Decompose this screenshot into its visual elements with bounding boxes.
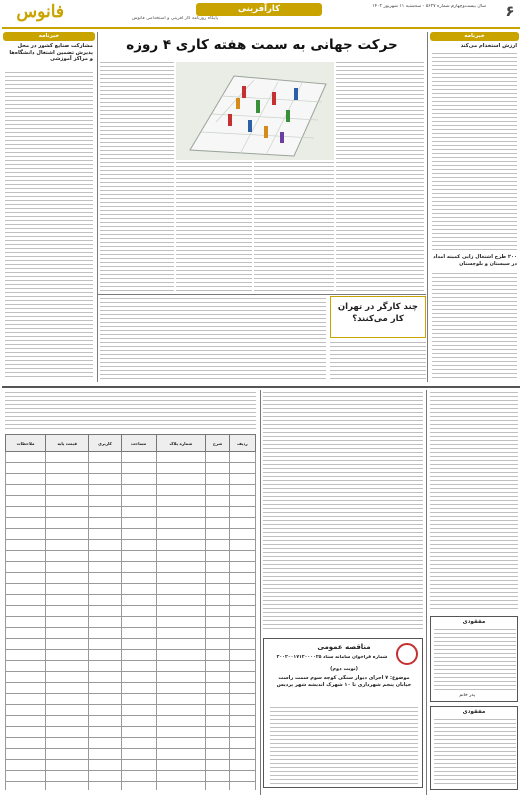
second-col-1 — [330, 342, 426, 382]
table-cell — [6, 584, 46, 595]
table-row — [6, 617, 256, 628]
table-cell — [121, 463, 156, 474]
table-cell — [89, 452, 121, 463]
table-cell — [6, 540, 46, 551]
table-header-cell: ردیف — [229, 435, 255, 452]
table-cell — [6, 551, 46, 562]
table-header-cell: شرح — [206, 435, 230, 452]
table-cell — [121, 584, 156, 595]
table-cell — [6, 496, 46, 507]
table-cell — [6, 694, 46, 705]
table-cell — [46, 606, 89, 617]
table-cell — [121, 573, 156, 584]
mafghoodi-box-2 — [430, 706, 518, 790]
table-cell — [46, 474, 89, 485]
table-cell — [156, 529, 206, 540]
table-cell — [46, 628, 89, 639]
table-header-cell: شماره پلاک — [156, 435, 206, 452]
table-row — [6, 595, 256, 606]
table-cell — [229, 727, 255, 738]
table-cell — [89, 496, 121, 507]
table-cell — [206, 782, 230, 791]
tender-subject: موضوع: ۷ اجرای دیوار سنگی کوچه سوم سمت راست خیابان پنجم شهرداری تا ۱۰ شهرک اندیشه شهر پردیس — [276, 675, 412, 688]
table-cell — [121, 749, 156, 760]
table-cell — [229, 540, 255, 551]
table-cell — [206, 474, 230, 485]
table-cell — [206, 672, 230, 683]
table-cell — [156, 694, 206, 705]
table-cell — [89, 540, 121, 551]
table-cell — [156, 749, 206, 760]
table-cell — [156, 727, 206, 738]
table-cell — [6, 650, 46, 661]
page-header — [0, 0, 522, 30]
table-cell — [206, 518, 230, 529]
table-cell — [206, 694, 230, 705]
table-cell — [206, 584, 230, 595]
table-cell — [206, 463, 230, 474]
table-cell — [229, 639, 255, 650]
table-cell — [89, 749, 121, 760]
table-cell — [156, 485, 206, 496]
table-row — [6, 463, 256, 474]
table-cell — [229, 716, 255, 727]
table-cell — [156, 661, 206, 672]
table-cell — [229, 573, 255, 584]
auction-table-area — [3, 390, 258, 790]
table-cell — [46, 562, 89, 573]
table-row — [6, 749, 256, 760]
table-cell — [121, 474, 156, 485]
table-cell — [229, 474, 255, 485]
table-cell — [206, 529, 230, 540]
auction-table — [5, 434, 256, 790]
table-row — [6, 727, 256, 738]
table-cell — [229, 518, 255, 529]
lead-photo — [176, 62, 334, 160]
table-cell — [6, 573, 46, 584]
table-cell — [206, 606, 230, 617]
table-cell — [89, 617, 121, 628]
table-cell — [121, 540, 156, 551]
table-row — [6, 782, 256, 791]
table-cell — [229, 782, 255, 791]
table-cell — [46, 540, 89, 551]
table-cell — [121, 562, 156, 573]
table-cell — [156, 518, 206, 529]
table-cell — [206, 661, 230, 672]
table-cell — [89, 518, 121, 529]
table-cell — [229, 606, 255, 617]
table-cell — [121, 738, 156, 749]
table-cell — [229, 672, 255, 683]
table-row — [6, 518, 256, 529]
table-row — [6, 606, 256, 617]
table-cell — [229, 452, 255, 463]
table-cell — [46, 452, 89, 463]
issue-line: سال بیست‌وچهارم شماره ۵۶۲۷ - سه‌شنبه ۱۱ شهریور ۱۴۰۲ — [372, 4, 486, 9]
table-cell — [6, 705, 46, 716]
table-cell — [46, 771, 89, 782]
table-cell — [206, 452, 230, 463]
table-cell — [121, 760, 156, 771]
table-cell — [206, 749, 230, 760]
table-cell — [6, 463, 46, 474]
table-cell — [121, 529, 156, 540]
table-cell — [121, 727, 156, 738]
table-cell — [89, 661, 121, 672]
table-cell — [6, 606, 46, 617]
table-cell — [89, 474, 121, 485]
table-cell — [6, 749, 46, 760]
table-intro-text — [5, 392, 256, 430]
tender-title: مناقصه عمومی — [317, 643, 371, 651]
table-cell — [229, 738, 255, 749]
table-cell — [6, 727, 46, 738]
tender-body — [270, 707, 418, 785]
table-row — [6, 694, 256, 705]
table-row — [6, 485, 256, 496]
table-cell — [229, 463, 255, 474]
table-cell — [89, 694, 121, 705]
table-cell — [6, 518, 46, 529]
news-right-label: خبرنامه — [430, 32, 519, 41]
table-cell — [89, 628, 121, 639]
table-cell — [229, 771, 255, 782]
table-cell — [206, 771, 230, 782]
table-cell — [121, 606, 156, 617]
table-row — [6, 639, 256, 650]
table-cell — [46, 617, 89, 628]
table-cell — [121, 518, 156, 529]
mafghoodi-box-1 — [430, 616, 518, 702]
table-row — [6, 562, 256, 573]
second-headline-text: چند کارگر در تهران کار می‌کنند؟ — [337, 302, 419, 324]
table-cell — [46, 672, 89, 683]
table-cell — [229, 595, 255, 606]
table-cell — [46, 727, 89, 738]
table-cell — [156, 606, 206, 617]
table-cell — [206, 683, 230, 694]
table-cell — [6, 716, 46, 727]
page-number: ۶ — [505, 2, 515, 20]
table-cell — [6, 661, 46, 672]
lead-col-2 — [254, 162, 334, 292]
logo: فانوس — [16, 2, 64, 22]
table-cell — [6, 683, 46, 694]
table-cell — [206, 540, 230, 551]
section-title: کارآفرینی — [196, 3, 322, 16]
table-cell — [206, 705, 230, 716]
table-row — [6, 738, 256, 749]
table-cell — [46, 661, 89, 672]
table-cell — [89, 727, 121, 738]
mafghoodi-label-1: مفقودی — [462, 619, 486, 625]
table-cell — [46, 529, 89, 540]
table-row — [6, 584, 256, 595]
table-row — [6, 474, 256, 485]
table-cell — [89, 529, 121, 540]
table-header-cell: ملاحظات — [6, 435, 46, 452]
table-cell — [206, 628, 230, 639]
table-row — [6, 551, 256, 562]
table-header-cell: مساحت — [121, 435, 156, 452]
lead-col-4 — [100, 62, 174, 292]
table-cell — [46, 782, 89, 791]
mafghoodi-label-2: مفقودی — [462, 709, 486, 715]
table-cell — [6, 617, 46, 628]
news-left-body — [5, 72, 93, 380]
right-bottom-text — [430, 392, 518, 612]
brand-line: پایگاه روزنامه کار آفرینی و استخدامی فانوس — [131, 16, 218, 21]
table-row — [6, 529, 256, 540]
table-cell — [46, 716, 89, 727]
table-cell — [46, 639, 89, 650]
lead-col-3 — [176, 162, 252, 292]
table-cell — [229, 760, 255, 771]
table-cell — [6, 782, 46, 791]
table-cell — [89, 507, 121, 518]
table-cell — [121, 716, 156, 727]
tender-subtitle: (نوبت دوم) — [330, 666, 358, 672]
table-cell — [206, 551, 230, 562]
table-cell — [156, 760, 206, 771]
table-cell — [46, 650, 89, 661]
table-cell — [156, 716, 206, 727]
table-cell — [121, 551, 156, 562]
news-left-label: خبرنامه — [3, 32, 95, 41]
table-cell — [46, 584, 89, 595]
table-cell — [89, 705, 121, 716]
table-cell — [156, 452, 206, 463]
table-cell — [229, 705, 255, 716]
table-cell — [229, 749, 255, 760]
table-cell — [6, 595, 46, 606]
table-cell — [206, 650, 230, 661]
table-cell — [89, 595, 121, 606]
table-cell — [156, 672, 206, 683]
table-cell — [46, 683, 89, 694]
table-cell — [121, 694, 156, 705]
table-cell — [156, 771, 206, 782]
table-cell — [156, 650, 206, 661]
table-cell — [89, 672, 121, 683]
table-cell — [46, 485, 89, 496]
table-cell — [229, 617, 255, 628]
news-right-body-1 — [432, 53, 517, 251]
table-cell — [156, 573, 206, 584]
table-row — [6, 771, 256, 782]
table-row — [6, 573, 256, 584]
table-cell — [156, 496, 206, 507]
table-cell — [46, 738, 89, 749]
table-cell — [46, 705, 89, 716]
table-cell — [156, 738, 206, 749]
table-cell — [229, 562, 255, 573]
table-cell — [121, 650, 156, 661]
table-row — [6, 661, 256, 672]
notice-text-1 — [263, 392, 423, 632]
table-cell — [206, 496, 230, 507]
signature: پدر خانم — [459, 693, 475, 698]
table-cell — [6, 639, 46, 650]
table-cell — [156, 540, 206, 551]
table-cell — [121, 782, 156, 791]
table-cell — [229, 683, 255, 694]
table-cell — [206, 716, 230, 727]
table-cell — [89, 738, 121, 749]
table-row — [6, 496, 256, 507]
table-row — [6, 650, 256, 661]
news-right-headline: ارزش استخدام می‌کند — [460, 43, 517, 49]
table-cell — [46, 463, 89, 474]
table-cell — [229, 628, 255, 639]
table-cell — [156, 551, 206, 562]
table-cell — [6, 452, 46, 463]
news-left-headline: مشارکت صنایع کشور در محل پذیرش تضمین اشتغال دانشگاه‌ها و مراکز آموزشی — [9, 43, 93, 62]
table-cell — [6, 760, 46, 771]
table-cell — [156, 683, 206, 694]
news-right-column — [430, 32, 519, 382]
table-cell — [156, 474, 206, 485]
table-cell — [121, 617, 156, 628]
table-cell — [156, 639, 206, 650]
table-cell — [156, 617, 206, 628]
table-cell — [229, 661, 255, 672]
table-cell — [46, 749, 89, 760]
table-cell — [46, 496, 89, 507]
table-cell — [6, 485, 46, 496]
news-right-subheadline: ۲۰۰ طرح اشتغال زایی کمیته امداد در سیستان و بلوچستان — [433, 254, 517, 267]
table-row — [6, 683, 256, 694]
table-cell — [229, 485, 255, 496]
table-cell — [206, 595, 230, 606]
table-cell — [89, 606, 121, 617]
table-cell — [121, 452, 156, 463]
table-cell — [121, 672, 156, 683]
table-cell — [46, 551, 89, 562]
table-row — [6, 705, 256, 716]
table-row — [6, 628, 256, 639]
table-cell — [121, 496, 156, 507]
table-cell — [89, 716, 121, 727]
table-cell — [6, 738, 46, 749]
table-cell — [156, 463, 206, 474]
table-cell — [89, 573, 121, 584]
table-cell — [89, 760, 121, 771]
table-cell — [6, 672, 46, 683]
news-right-body-2 — [432, 273, 517, 380]
table-cell — [6, 628, 46, 639]
table-cell — [206, 573, 230, 584]
lead-headline: حرکت جهانی به سمت هفته کاری ۴ روزه — [126, 37, 398, 53]
table-cell — [89, 650, 121, 661]
table-cell — [6, 507, 46, 518]
table-cell — [121, 771, 156, 782]
table-cell — [89, 683, 121, 694]
second-col-2 — [100, 298, 326, 382]
table-row — [6, 540, 256, 551]
table-cell — [89, 485, 121, 496]
news-left-column — [3, 32, 95, 382]
table-cell — [156, 562, 206, 573]
table-row — [6, 716, 256, 727]
table-cell — [229, 529, 255, 540]
table-cell — [46, 760, 89, 771]
table-cell — [121, 661, 156, 672]
table-cell — [121, 595, 156, 606]
table-cell — [6, 529, 46, 540]
table-cell — [89, 562, 121, 573]
table-cell — [206, 485, 230, 496]
table-cell — [156, 628, 206, 639]
tender-notice — [263, 638, 423, 788]
tender-number: شماره فراخوان سامانه ستاد ۲۰۰۲۰۰۱۷۱۲۰۰۰۰۲۵ — [276, 655, 388, 660]
table-cell — [89, 639, 121, 650]
table-cell — [229, 694, 255, 705]
table-cell — [206, 727, 230, 738]
table-cell — [121, 705, 156, 716]
emblem-icon — [396, 643, 418, 665]
table-cell — [89, 551, 121, 562]
table-cell — [229, 507, 255, 518]
table-cell — [156, 705, 206, 716]
table-cell — [206, 760, 230, 771]
table-cell — [6, 771, 46, 782]
second-article-headline — [330, 296, 426, 338]
table-cell — [121, 683, 156, 694]
table-cell — [46, 573, 89, 584]
table-cell — [46, 518, 89, 529]
table-cell — [89, 584, 121, 595]
table-cell — [46, 694, 89, 705]
table-cell — [156, 507, 206, 518]
table-cell — [89, 463, 121, 474]
table-cell — [206, 507, 230, 518]
table-cell — [229, 551, 255, 562]
table-cell — [156, 595, 206, 606]
table-cell — [206, 562, 230, 573]
table-cell — [229, 496, 255, 507]
table-cell — [89, 771, 121, 782]
table-cell — [121, 639, 156, 650]
table-header-cell: کاربری — [89, 435, 121, 452]
table-header-cell: قیمت پایه — [46, 435, 89, 452]
table-row — [6, 452, 256, 463]
table-cell — [121, 485, 156, 496]
table-cell — [46, 595, 89, 606]
lead-col-1 — [336, 62, 424, 292]
table-row — [6, 672, 256, 683]
table-cell — [206, 738, 230, 749]
table-cell — [229, 584, 255, 595]
table-cell — [156, 782, 206, 791]
table-cell — [206, 617, 230, 628]
table-row — [6, 507, 256, 518]
table-cell — [229, 650, 255, 661]
table-cell — [156, 584, 206, 595]
table-row — [6, 760, 256, 771]
table-cell — [6, 474, 46, 485]
table-cell — [89, 782, 121, 791]
table-cell — [6, 562, 46, 573]
table-cell — [121, 628, 156, 639]
table-cell — [206, 639, 230, 650]
table-cell — [46, 507, 89, 518]
table-cell — [121, 507, 156, 518]
